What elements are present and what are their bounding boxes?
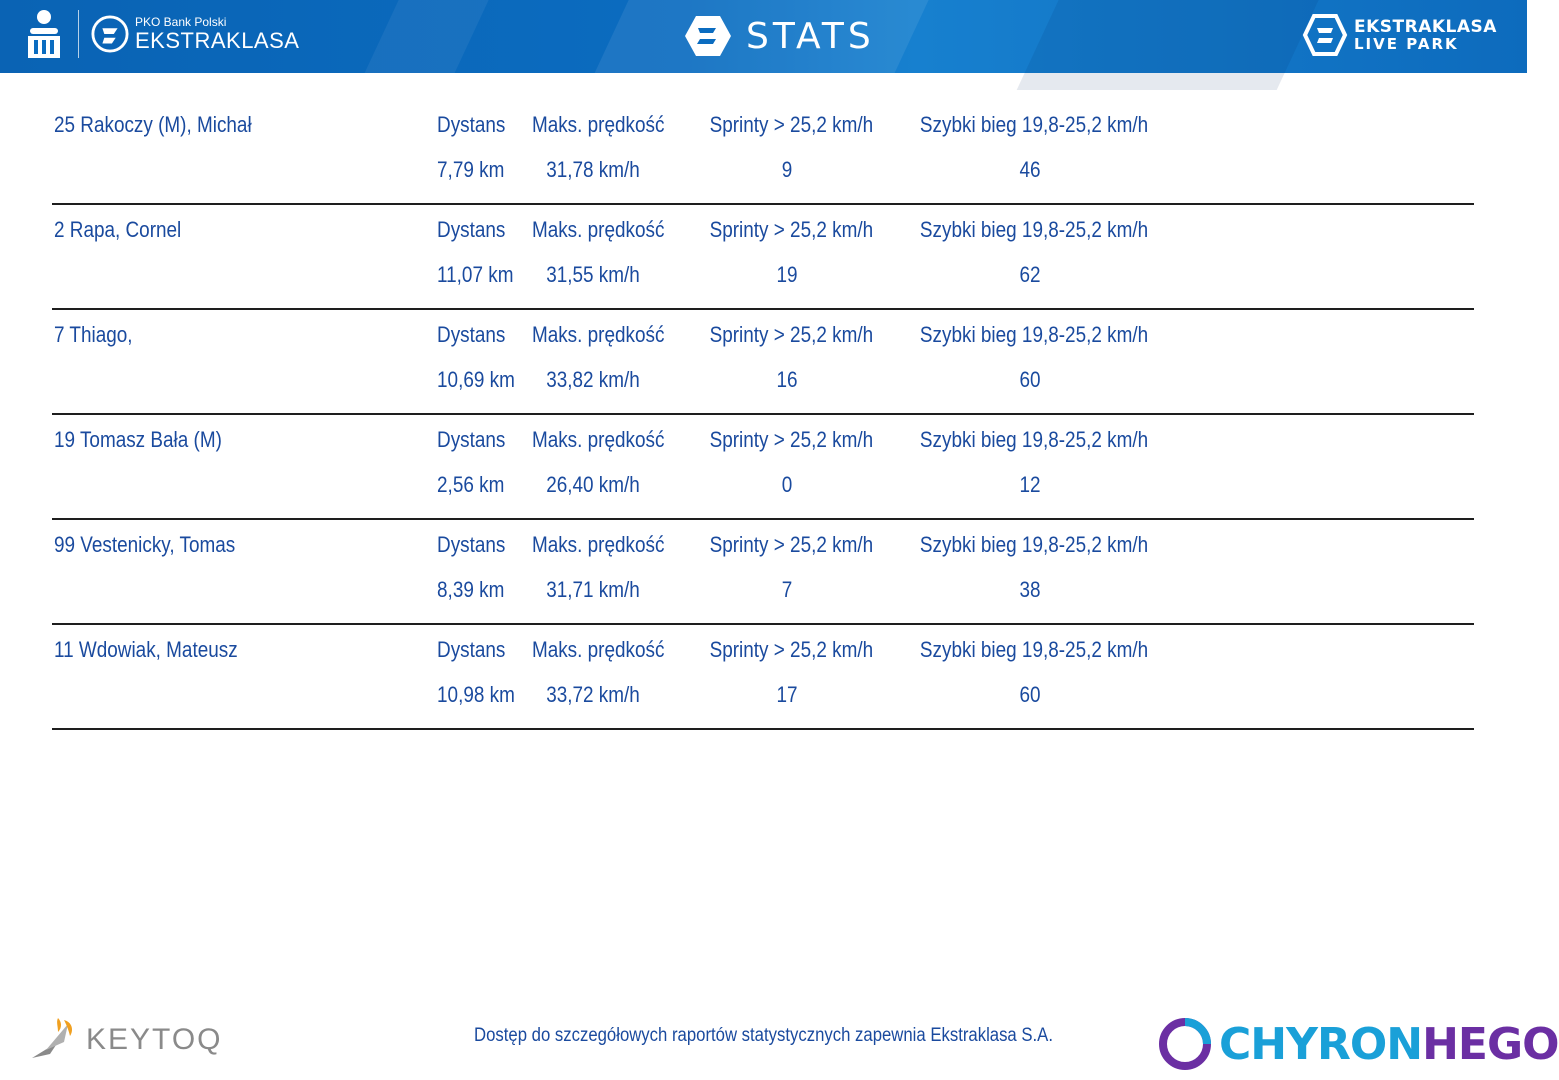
sprints-value: 9 [781, 157, 793, 182]
page-title: STATS [746, 15, 875, 57]
player-name: 11 Wdowiak, Mateusz [54, 637, 238, 662]
player-name: 99 Vestenicky, Tomas [54, 532, 236, 557]
distance-value: 8,39 km [437, 577, 505, 602]
fast-run-value: 60 [1019, 367, 1041, 392]
ekstraklasa-shield-icon [1304, 14, 1346, 56]
keytoq-bird-icon [28, 1014, 80, 1066]
fast-run-value: 60 [1019, 682, 1041, 707]
sprints-value: 0 [781, 472, 793, 497]
stats-title-block [684, 14, 875, 58]
max-speed-label: Maks. prędkość [531, 112, 665, 137]
max-speed-label: Maks. prędkość [531, 532, 665, 557]
header-bar [0, 0, 1527, 73]
distance-value: 10,98 km [437, 682, 515, 707]
distance-value: 10,69 km [437, 367, 515, 392]
player-name: 25 Rakoczy (M), Michał [54, 112, 252, 137]
max-speed-value: 31,55 km/h [546, 262, 640, 287]
chyronhego-logo [1157, 1016, 1559, 1072]
sprints-label: Sprinty > 25,2 km/h [709, 532, 874, 557]
max-speed-label: Maks. prędkość [531, 637, 665, 662]
pko-piggy-bank-icon [24, 8, 64, 60]
fast-run-value: 62 [1019, 262, 1041, 287]
sprints-label: Sprinty > 25,2 km/h [709, 427, 874, 452]
fast-run-label: Szybki bieg 19,8-25,2 km/h [919, 322, 1149, 347]
distance-label: Dystans [437, 532, 506, 557]
chyron-wordmark: CHYRON [1219, 1018, 1423, 1070]
player-name: 2 Rapa, Cornel [54, 217, 182, 242]
sprints-label: Sprinty > 25,2 km/h [709, 112, 874, 137]
max-speed-value: 31,71 km/h [546, 577, 640, 602]
sprints-label: Sprinty > 25,2 km/h [709, 217, 874, 242]
player-row [52, 625, 1474, 730]
live-park-line2: LIVE PARK [1354, 34, 1459, 53]
fast-run-label: Szybki bieg 19,8-25,2 km/h [919, 637, 1149, 662]
distance-value: 11,07 km [437, 262, 514, 287]
player-row [52, 415, 1474, 520]
fast-run-value: 38 [1019, 577, 1041, 602]
player-row [52, 520, 1474, 625]
max-speed-label: Maks. prędkość [531, 217, 665, 242]
sprints-value: 7 [781, 577, 793, 602]
max-speed-value: 26,40 km/h [546, 472, 640, 497]
fast-run-label: Szybki bieg 19,8-25,2 km/h [919, 217, 1149, 242]
live-park-logo [1304, 14, 1497, 56]
sprints-value: 19 [776, 262, 798, 287]
sprints-value: 17 [776, 682, 798, 707]
max-speed-label: Maks. prędkość [531, 322, 665, 347]
fast-run-label: Szybki bieg 19,8-25,2 km/h [919, 532, 1149, 557]
distance-label: Dystans [437, 112, 506, 137]
ekstraklasa-ball-icon [91, 15, 129, 53]
player-row [52, 100, 1474, 205]
max-speed-value: 31,78 km/h [546, 157, 640, 182]
fast-run-value: 12 [1019, 472, 1041, 497]
max-speed-value: 33,72 km/h [546, 682, 640, 707]
distance-label: Dystans [437, 637, 506, 662]
sprints-value: 16 [776, 367, 798, 392]
keytoq-wordmark: KEYTOQ [86, 1023, 223, 1056]
live-park-line1: EKSTRAKLASA [1354, 16, 1497, 37]
distance-label: Dystans [437, 217, 506, 242]
sponsor-logo [24, 8, 299, 60]
header-stripe [1017, 0, 1324, 90]
player-stats-table [52, 100, 1474, 730]
distance-value: 7,79 km [437, 157, 505, 182]
fast-run-label: Szybki bieg 19,8-25,2 km/h [919, 427, 1149, 452]
player-row [52, 205, 1474, 310]
sprints-label: Sprinty > 25,2 km/h [709, 637, 874, 662]
league-name: EKSTRAKLASA [135, 28, 300, 53]
sprints-label: Sprinty > 25,2 km/h [709, 322, 874, 347]
hego-wordmark: HEGO [1422, 1018, 1559, 1070]
ekstraklasa-e-icon [684, 14, 732, 58]
fast-run-label: Szybki bieg 19,8-25,2 km/h [919, 112, 1149, 137]
distance-label: Dystans [437, 322, 506, 347]
chyronhego-swirl-icon [1157, 1016, 1213, 1072]
player-name: 19 Tomasz Bała (M) [54, 427, 222, 452]
max-speed-value: 33,82 km/h [546, 367, 640, 392]
fast-run-value: 46 [1019, 157, 1041, 182]
logo-separator [78, 10, 79, 58]
distance-label: Dystans [437, 427, 506, 452]
sponsor-name: PKO Bank Polski [135, 15, 227, 29]
player-name: 7 Thiago, [54, 322, 133, 347]
player-row [52, 310, 1474, 415]
distance-value: 2,56 km [437, 472, 505, 497]
max-speed-label: Maks. prędkość [531, 427, 665, 452]
header-stripe [357, 0, 494, 90]
footer-note: Dostęp do szczegółowych raportów statystycznych zapewnia Ekstraklasa S.A. [474, 1025, 1053, 1046]
